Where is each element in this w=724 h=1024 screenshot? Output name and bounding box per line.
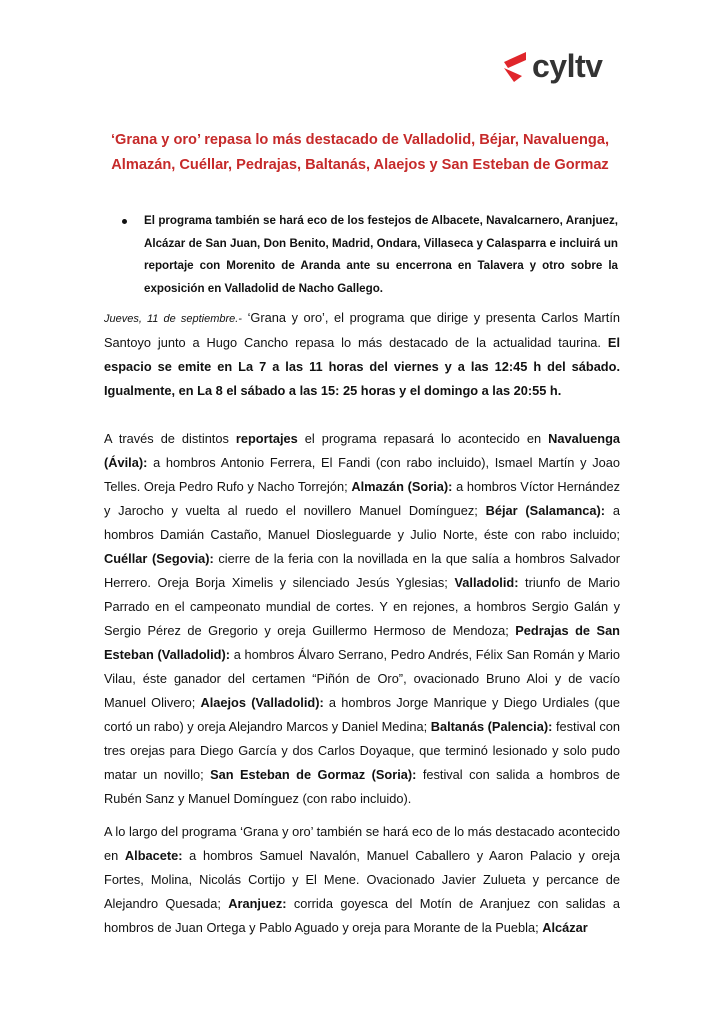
- page-title: ‘Grana y oro’ repasa lo más destacado de Valladolid, Béjar, Navaluenga, Almazán, Cuéllar, Pedrajas, Baltanás, Alaejos y San Esteban de Gormaz: [110, 132, 609, 173]
- summary-bullet-text: El programa también se hará eco de los festejos de Albacete, Navalcarnero, Aranjuez, Alcázar de San Juan, Don Benito, Madrid, Ondara, Villaseca y Calasparra e incluirá un reportaje con Morenito de Aranda ante su encerrona en Talavera y otro sobre la exposición en Valladolid de Nacho Gallego.: [144, 214, 618, 295]
- summary-bullet: [122, 210, 618, 300]
- date-label: Jueves, 11 de septiembre.-: [104, 313, 242, 325]
- paragraph-reportajes: A través de distintos reportajes el programa repasará lo acontecido en Navaluenga (Ávila): a hombros Antonio Ferrera, El Fandi (con rabo incluido), Ismael Martín y Joao Telles. Oreja Pedro Rufo y Nacho Torrejón; Almazán (Soria): a hombros Víctor Hernández y Jarocho y vuelta al ruedo el novillero Manuel Domínguez; Béjar (Salamanca): a hombros Damián Castaño, Manuel Diosleguarde y Julio Norte, éste con rabo incluido; Cuéllar (Segovia): cierre de la feria con la novillada en la que salía a hombros Salvador Herrero. Oreja Borja Ximelis y silenciado Jesús Yglesias; Valladolid: triunfo de Mario Parrado en el campeonato mundial de cortes. Y en rejones, a hombros Sergio Galán y Sergio Pérez de Gregorio y oreja Guillermo Hermoso de Mendoza; Pedrajas de San Esteban (Valladolid): a hombros Álvaro Serrano, Pedro Andrés, Félix San Román y Mario Vilau, éste ganador del certamen “Piñón de Oro”, ovacionado Bruno Aloi y de vacío Manuel Olivero; Alaejos (Valladolid): a hombros Jorge Manrique y Diego Urdiales (que cortó un rabo) y oreja Alejandro Marcos y Daniel Medina; Baltanás (Palencia): festival con tres orejas para Diego García y dos Carlos Doyaque, que terminó lesionado y solo pudo matar un novillo; San Esteban de Gormaz (Soria): festival con salida a hombros de Rubén Sanz y Manuel Domínguez (con rabo incluido).: [104, 431, 621, 806]
- cyltv-logo-icon: [500, 48, 530, 84]
- paragraph-festejos: A lo largo del programa ‘Grana y oro’ también se hará eco de lo más destacado acontecido en Albacete: a hombros Samuel Navalón, Manuel Caballero y Aaron Palacio y oreja Fortes, Molina, Nicolás Cortijo y El Mene. Ovacionado Javier Zulueta y percance de Alejandro Quesada; Aranjuez: corrida goyesca del Motín de Aranjuez con salidas a hombros de Juan Ortega y Pablo Aguado y oreja para Morante de la Puebla; Alcázar: [104, 824, 621, 935]
- cyltv-logo-text: cyltv: [532, 48, 603, 84]
- bullet-dot-icon: [122, 219, 127, 224]
- schedule-text: El espacio se emite en La 7 a las 11 horas del viernes y a las 12:45 h del sábado. Igualmente, en La 8 el sábado a las 15: 25 horas y el domingo a las 20:55 h.: [104, 335, 620, 398]
- paragraph-intro: Jueves, 11 de septiembre.- ‘Grana y oro’, el programa que dirige y presenta Carlos Martín Santoyo junto a Hugo Cancho repasa lo más destacado de la actualidad taurina. El espacio se emite en La 7 a las 11 horas del viernes y a las 12:45 h del sábado. Igualmente, en La 8 el sábado a las 15: 25 horas y el domingo a las 20:55 h.: [104, 310, 620, 398]
- cyltv-logo: [500, 46, 602, 86]
